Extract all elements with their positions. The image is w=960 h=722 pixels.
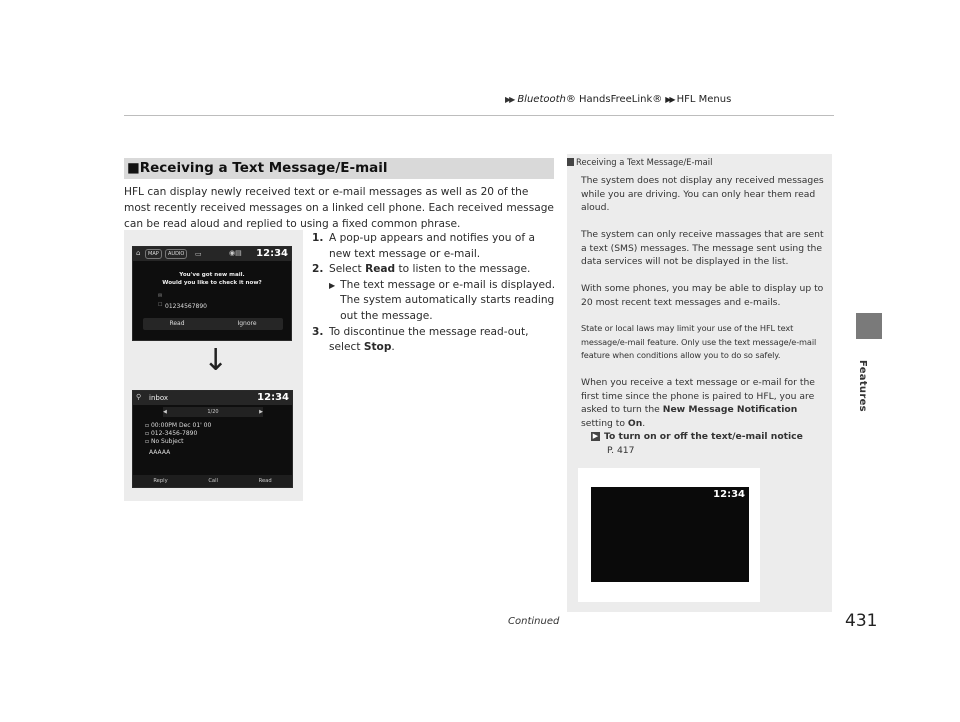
- note-heading-text: Receiving a Text Message/E-mail: [576, 157, 713, 167]
- contact-icon: ☐: [158, 302, 163, 308]
- step-text-pre: Select: [329, 263, 366, 276]
- step-text-post: to listen to the message.: [395, 263, 531, 276]
- note-paragraph-2: The system can only receive massages that are sent a text (SMS) messages. The message sent using the data services will not be displayed in the list.: [581, 229, 824, 268]
- step-text: [329, 325, 558, 356]
- chapter-tab-label: Features: [857, 360, 868, 412]
- screen-clock: 12:34: [713, 489, 745, 500]
- inbox-buttons: [133, 475, 292, 487]
- step-number: 1.: [312, 232, 324, 244]
- message-time-text: 00:00PM Dec 01' 00: [150, 422, 212, 429]
- envelope-icon: ✉: [158, 293, 163, 299]
- message-time: ▫ 00:00PM Dec 01' 00: [145, 422, 212, 429]
- breadcrumb-handsfreelink: ® HandsFreeLink®: [565, 94, 663, 105]
- reply-button[interactable]: Reply: [153, 478, 168, 484]
- section-intro: HFL can display newly received text or e-mail messages as well as 20 of the most recently received messages on a linked cell phone. Each received message can be read aloud and replied to using a fixed common phrase.: [124, 186, 554, 230]
- page-number: 431: [845, 611, 878, 631]
- message-subject-text: No Subject: [150, 438, 184, 445]
- popup-line-1: You've got new mail.: [179, 272, 245, 278]
- inbox-label: inbox: [149, 394, 169, 402]
- step-2: [312, 262, 558, 278]
- arrow-down-icon: ↓: [203, 343, 229, 378]
- inbox-screen: [132, 390, 293, 488]
- ignore-button[interactable]: Ignore: [237, 320, 257, 327]
- message-phone-text: 012-3456-7890: [150, 430, 198, 437]
- note-heading: [567, 157, 712, 167]
- prev-arrow-icon[interactable]: ◀: [163, 409, 167, 415]
- read-button[interactable]: Read: [258, 478, 272, 484]
- step-text-pre: To discontinue the message read-out, select: [329, 325, 529, 354]
- message-nav: [163, 407, 263, 417]
- message-body: AAAAA: [149, 449, 171, 456]
- step-list: [312, 231, 558, 356]
- double-arrow-icon: ▶▶: [505, 95, 514, 104]
- step-result: The text message or e-mail is displayed. The system automatically starts reading out the message.: [340, 278, 556, 322]
- step-3: [312, 325, 558, 356]
- map-tab: MAP: [145, 249, 162, 259]
- chapter-tab-marker: [856, 313, 882, 339]
- note-paragraph-4: State or local laws may limit your use of the HFL text message/e-mail feature. Only use the text message/e-mail feature when conditions allow you to do so safely.: [581, 323, 817, 361]
- step-result-text: [329, 278, 558, 325]
- cross-reference[interactable]: [581, 430, 825, 444]
- section-title: ■Receiving a Text Message/E-mail: [124, 158, 554, 179]
- screen-clock: 12:34: [256, 248, 288, 259]
- reference-arrow-icon: ▶: [592, 432, 599, 441]
- step-2-result: [312, 278, 558, 325]
- step-number: 3.: [312, 325, 324, 338]
- note-text: .: [642, 417, 646, 429]
- read-button[interactable]: Read: [169, 320, 185, 327]
- continued-label: Continued: [508, 616, 560, 627]
- status-icons: ◉▤: [229, 249, 242, 257]
- message-counter: 1/20: [207, 409, 219, 415]
- note-paragraph-1: The system does not display any received messages while you are driving. You can only hear them read aloud.: [581, 175, 824, 214]
- note-paragraph-5: [581, 376, 825, 458]
- note-text: When you receive a text message or e-mail for the first time since the phone is paired to HFL, you are asked to turn the: [581, 377, 815, 416]
- cross-reference-page: P. 417: [607, 444, 635, 456]
- note-paragraph-3: With some phones, you may be able to display up to 20 most recent text messages and e-mails.: [581, 283, 824, 308]
- message-subject: ▫ No Subject: [145, 438, 184, 445]
- step-text: A pop-up appears and notifies you of a new text message or e-mail.: [329, 232, 535, 260]
- phone-icon: ▭: [195, 250, 202, 258]
- note-icon: [567, 158, 574, 166]
- screen-clock: 12:34: [257, 392, 289, 403]
- step-text-post: .: [391, 341, 395, 354]
- setting-name: New Message Notification: [662, 404, 798, 416]
- popup-message: [133, 271, 291, 287]
- breadcrumb-bluetooth: Bluetooth: [517, 94, 566, 105]
- popup-buttons: [143, 318, 283, 330]
- home-icon: ⌂: [136, 249, 141, 257]
- next-arrow-icon[interactable]: ▶: [259, 409, 263, 415]
- sender-number: 01234567890: [165, 303, 207, 310]
- popup-screen: [132, 246, 292, 341]
- call-button[interactable]: Call: [208, 478, 218, 484]
- step-number: 2.: [312, 263, 324, 276]
- audio-tab: AUDIO: [165, 249, 187, 259]
- breadcrumb-hfl-menus: HFL Menus: [676, 94, 732, 105]
- step-1: [312, 231, 558, 262]
- step-indent: [312, 278, 329, 325]
- message-phone: ▫ 012-3456-7890: [145, 430, 198, 437]
- step-text: [329, 262, 530, 278]
- note-text: setting to: [581, 417, 628, 429]
- popup-line-2: Would you like to check it now?: [162, 280, 262, 286]
- mail-icon: ⚲: [136, 393, 142, 401]
- step-keyword: Stop: [363, 341, 392, 354]
- cross-reference-label: To turn on or off the text/e-mail notice: [604, 431, 803, 443]
- step-keyword: Read: [365, 263, 396, 276]
- breadcrumb: [505, 94, 731, 105]
- notification-screenshot: [591, 487, 749, 582]
- result-arrow-icon: ▶: [329, 280, 336, 290]
- setting-value: On: [627, 417, 643, 429]
- header-divider: [124, 115, 834, 116]
- double-arrow-icon: ▶▶: [665, 95, 674, 104]
